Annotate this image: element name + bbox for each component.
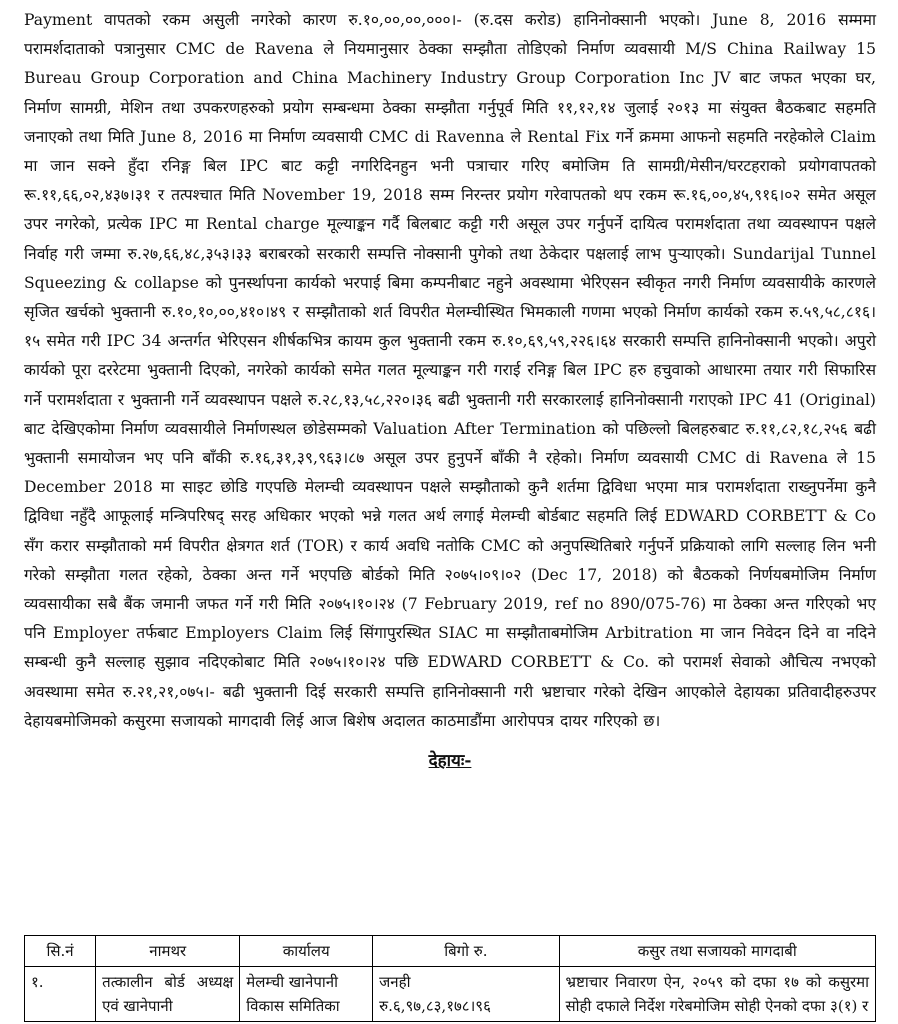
- cell-office: मेलम्ची खानेपानी विकास समितिका: [240, 967, 373, 1022]
- header-office: कार्यालय: [240, 936, 373, 967]
- cell-charge: भ्रष्टाचार निवारण ऐन, २०५९ को दफा १७ को कसुरमा सोही दफाले निर्देश गरेबमोजिम सोही ऐनको दफा ३(१) र: [559, 967, 875, 1022]
- defendants-table: [24, 935, 876, 1022]
- header-name: नामथर: [96, 936, 240, 967]
- bigo-label: जनही: [379, 973, 411, 991]
- cell-bigo: [373, 967, 559, 1022]
- table-header-row: [25, 936, 876, 967]
- header-bigo: बिगो रु.: [373, 936, 559, 967]
- header-charge: कसुर तथा सजायको मागदाबी: [559, 936, 875, 967]
- document-page: [24, 6, 876, 774]
- header-serial: सि.नं: [25, 936, 96, 967]
- cell-name: तत्कालीन बोर्ड अध्यक्ष एवं खानेपानी: [96, 967, 240, 1022]
- cell-serial: १.: [25, 967, 96, 1022]
- table-row: [25, 967, 876, 1022]
- body-paragraph: Payment वापतको रकम असुली नगरेको कारण रु.१०,००,००,०००।- (रु.दस करोड) हानिनोक्सानी भएको। June 8, 2016 सम्ममा परामर्शदाताको पत्रानुसार CMC de Ravena ले नियमानुसार ठेक्का सम्झौता तोडिएको निर्माण व्यवसायी M/S China Railway 15 Bureau Group Corporation and China Machinery Industry Group Corporation Inc JV बाट जफत भएका घर, निर्माण सामग्री, मेशिन तथा उपकरणहरुको प्रयोग सम्बन्धमा ठेक्का सम्झौता गर्नुपूर्व मिति ११,१२,१४ जुलाई २०१३ मा संयुक्त बैठकबाट सहमति जनाएको तथा मिति June 8, 2016 मा निर्माण व्यवसायी CMC di Ravenna ले Rental Fix गर्ने क्रममा आफनो सहमति नरहेकोले Claim मा जान सक्ने हुँदा रनिङ्ग बिल IPC बाट कट्टी नगरिदिनहुन भनी पत्राचार गरिए बमोजिम ति सामग्री/मेसीन/घरटहराको प्रयोगवापतको रू.११,६६,०२,४३७।३१ र तत्पश्चात मिति November 19, 2018 सम्म निरन्तर प्रयोग गरेवापतको थप रकम रू.१६,००,४५,९१६।०२ समेत असूल उपर नगरेको, प्रत्येक IPC मा Rental charge मूल्याङ्कन गर्दै बिलबाट कट्टी गरी असूल उपर गर्नुपर्ने दायित्व परामर्शदाता तथा व्यवस्थापन पक्षले निर्वाह गरी जम्मा रु.२७,६६,४८,३५३।३३ बराबरको सरकारी सम्पत्ति नोक्सानी पुगेको तथा ठेकेदार पक्षलाई लाभ पुऱ्याएको। Sundarijal Tunnel Squeezing & collapse को पुनर्स्थापना कार्यको भरपाई बिमा कम्पनीबाट नहुने अवस्थामा भेरिएसन स्वीकृत नगरी निर्माण व्यवसायीके कारणले सृजित खर्चको भुक्तानी रु.१०,१०,००,४१०।४९ र सम्झौताको शर्त विपरीत मेलम्चीस्थित भिमकाली गणमा भएको निर्माण कार्यको रकम रु.५९,५८,८१६।१५ समेत गरी IPC 34 अन्तर्गत भेरिएसन शीर्षकभित्र कायम कुल भुक्तानी रकम रु.१०,६९,५९,२२६।६४ सरकारी सम्पत्ति हानिनोक्सानी भएको। अपुरो कार्यको पूरा दररेटमा भुक्तानी दिएको, नगरेको कार्यको समेत गलत मूल्याङ्कन गरी गराई रनिङ्ग बिल IPC हरु हचुवाको आधारमा तयार गरी सिफारिस गर्ने परामर्शदाता र भुक्तानी गर्ने व्यवस्थापन पक्षले रु.२८,१३,५८,२२०।३६ बढी भुक्तानी गरी सरकारलाई हानिनोक्सानी गराएको IPC 41 (Original) बाट देखिएकोमा निर्माण व्यवसायीले निर्माणस्थल छोडेसम्मको Valuation After Termination को पछिल्लो बिलहरुबाट रु.११,८२,१८,२५६ बढी भुक्तानी समायोजन भए पनि बाँकी रु.१६,३१,३९,९६३।८७ असूल उपर हुनुपर्ने बाँकी नै रहेको। निर्माण व्यवसायी CMC di Ravena ले 15 December 2018 मा साइट छोडि गएपछि मेलम्ची व्यवस्थापन पक्षले सम्झौताको कुनै शर्तमा द्विविधा भएमा मात्र परामर्शदाता राख्नुपर्नेमा कुनै द्विविधा नहुँदै आफूलाई मन्त्रिपरिषद् सरह अधिकार भएको भन्ने गलत अर्थ लगाई मेलम्ची बोर्डबाट सहमति लिई EDWARD CORBETT & Co सँग करार सम्झौताको मर्म विपरीत क्षेत्रगत शर्त (TOR) र कार्य अवधि नतोकि CMC को अनुपस्थितिबारे गर्नुपर्ने प्रक्रियाको लागि सल्लाह लिन भनी गरेको सम्झौता गलत रहेको, ठेक्का अन्त गर्ने भएपछि बोर्डको मिति २०७५।०९।०२ (Dec 17, 2018) को बैठकको निर्णयबमोजिम निर्माण व्यवसायीका सबै बैंक जमानी जफत गर्ने गरी मिति २०७५।१०।२४ (7 February 2019, ref no 890/075-76) मा ठेक्का अन्त गरिएको भए पनि Employer तर्फबाट Employers Claim लिई सिंगापुरस्थित SIAC मा सम्झौताबमोजिम Arbitration मा जान निवेदन दिने वा नदिने सम्बन्धी कुनै सल्लाह सुझाव नदिएकोबाट मिति २०७५।१०।२४ पछि EDWARD CORBETT & Co. को परामर्श सेवाको औचित्य नभएको अवस्थामा समेत रु.२१,२१,०७५।- बढी भुक्तानी दिई सरकारी सम्पत्ति हानिनोक्सानी गरी भ्रष्टाचार गरेको देखिन आएकोले देहायका प्रतिवादीहरुउपर देहायबमोजिमको कसुरमा सजायको मागदावी लिई आज बिशेष अदालत काठमाडौंमा आरोपपत्र दायर गरिएको छ।: [24, 11, 876, 730]
- section-heading-text: देहायः-: [428, 751, 472, 772]
- section-heading: [24, 750, 876, 772]
- bigo-amount: रु.६,९७,८३,१७८।९६: [379, 997, 491, 1015]
